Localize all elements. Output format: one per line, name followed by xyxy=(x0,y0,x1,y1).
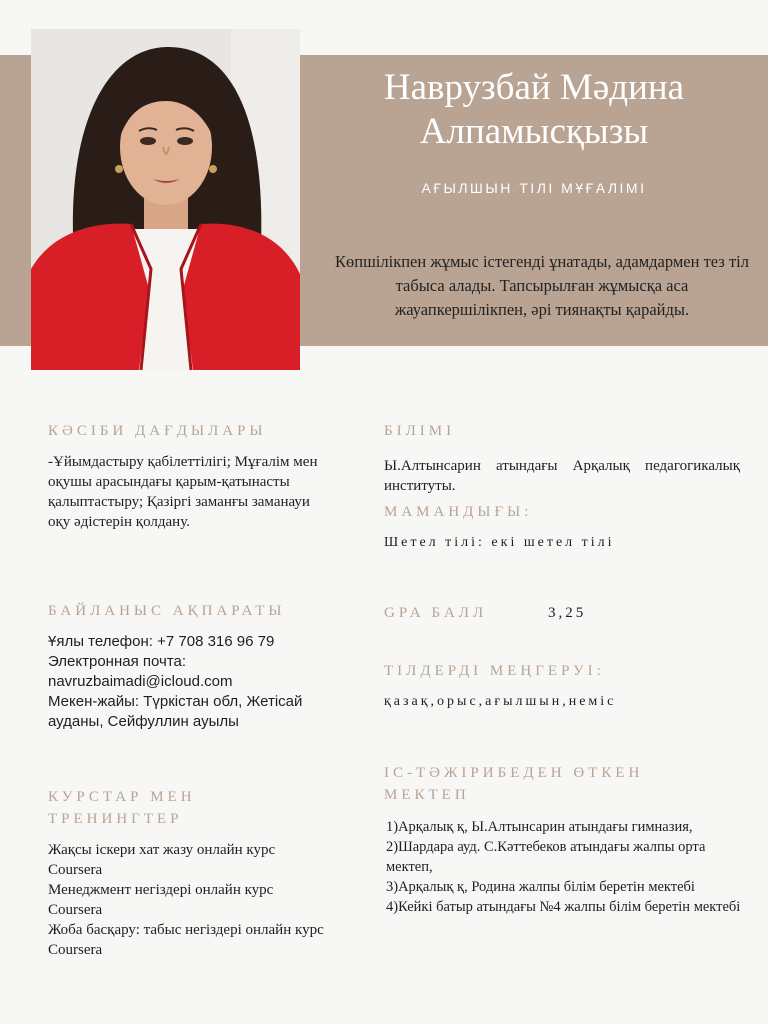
name-line-1: Наврузбай Мәдина xyxy=(383,67,685,108)
email-link[interactable]: navruzbaimadi@icloud.com xyxy=(48,673,233,690)
practice-list xyxy=(386,817,746,917)
address-text: Мекен-жайы: Түркістан обл, Жетісай ауданы, Сейфуллин ауылы xyxy=(48,693,303,730)
list-item: 4)Кейкі батыр атындағы №4 жалпы білім беретін мектебі xyxy=(386,899,741,915)
courses-heading xyxy=(48,786,196,830)
profile-photo xyxy=(31,29,300,370)
full-name xyxy=(300,66,768,154)
languages-heading: ТІЛДЕРДІ МЕҢГЕРУІ: xyxy=(384,663,605,679)
gpa-value: 3,25 xyxy=(548,605,587,621)
list-item: Менеджмент негіздері онлайн курс Coursera xyxy=(48,882,274,918)
list-item: 3)Арқалық қ, Родина жалпы білім беретін мектебі xyxy=(386,879,695,895)
portrait-illustration xyxy=(31,29,300,370)
education-heading: БІЛІМІ xyxy=(384,423,456,439)
skills-text: -Ұйымдастыру қабілеттілігі; Мұғалім мен оқушы арасындағы қарым-қатынасты қалыптастыру; Қазіргі заманғы заманауи оқу әдістерін қолдану. xyxy=(48,454,318,530)
practice-heading xyxy=(384,762,643,806)
contact-block xyxy=(48,632,338,732)
practice-heading-line-1: ІС-ТӘЖІРИБЕДЕН ӨТКЕН xyxy=(384,765,644,781)
contact-heading: БАЙЛАНЫС АҚПАРАТЫ xyxy=(48,603,286,619)
name-line-2: Алпамысқызы xyxy=(419,111,649,152)
courses-heading-line-1: КУРСТАР МЕН xyxy=(48,789,196,805)
phone-text: Ұялы телефон: +7 708 316 96 79 xyxy=(48,633,275,650)
list-item: 1)Арқалық қ, Ы.Алтынсарин атындағы гимназия, xyxy=(386,819,693,835)
email-label: Электронная почта: xyxy=(48,653,187,670)
gpa-label: GPA БАЛЛ xyxy=(384,605,488,621)
list-item: Жоба басқару: табыс негіздері онлайн курс Coursera xyxy=(48,922,324,958)
list-item: Жақсы іскери хат жазу онлайн курс Coursera xyxy=(48,842,276,878)
courses-heading-line-2: ТРЕНИНГТЕР xyxy=(48,811,183,827)
skills-heading: КӘСІБИ ДАҒДЫЛАРЫ xyxy=(48,423,267,439)
courses-list xyxy=(48,840,328,960)
about-text: Көпшілікпен жұмыс істегенді ұнатады, адамдармен тез тіл табыса алады. Тапсырылған жұмысқа аса жауапкершілікпен, әрі тиянақты қарайды. xyxy=(335,252,749,319)
list-item: 2)Шардара ауд. С.Кәттебеков атындағы жалпы орта мектеп, xyxy=(386,839,706,875)
practice-heading-line-2: МЕКТЕП xyxy=(384,787,470,803)
specialty-text: Шетел тілі: екі шетел тілі xyxy=(384,535,615,550)
languages-text: қазақ,орыс,ағылшын,неміс xyxy=(384,694,617,709)
job-title: АҒЫЛШЫН ТІЛІ МҰҒАЛІМІ xyxy=(421,180,647,196)
specialty-heading: МАМАНДЫҒЫ: xyxy=(384,504,533,520)
education-text: Ы.Алтынсарин атындағы Арқалық педагогикалық институты. xyxy=(384,458,740,494)
